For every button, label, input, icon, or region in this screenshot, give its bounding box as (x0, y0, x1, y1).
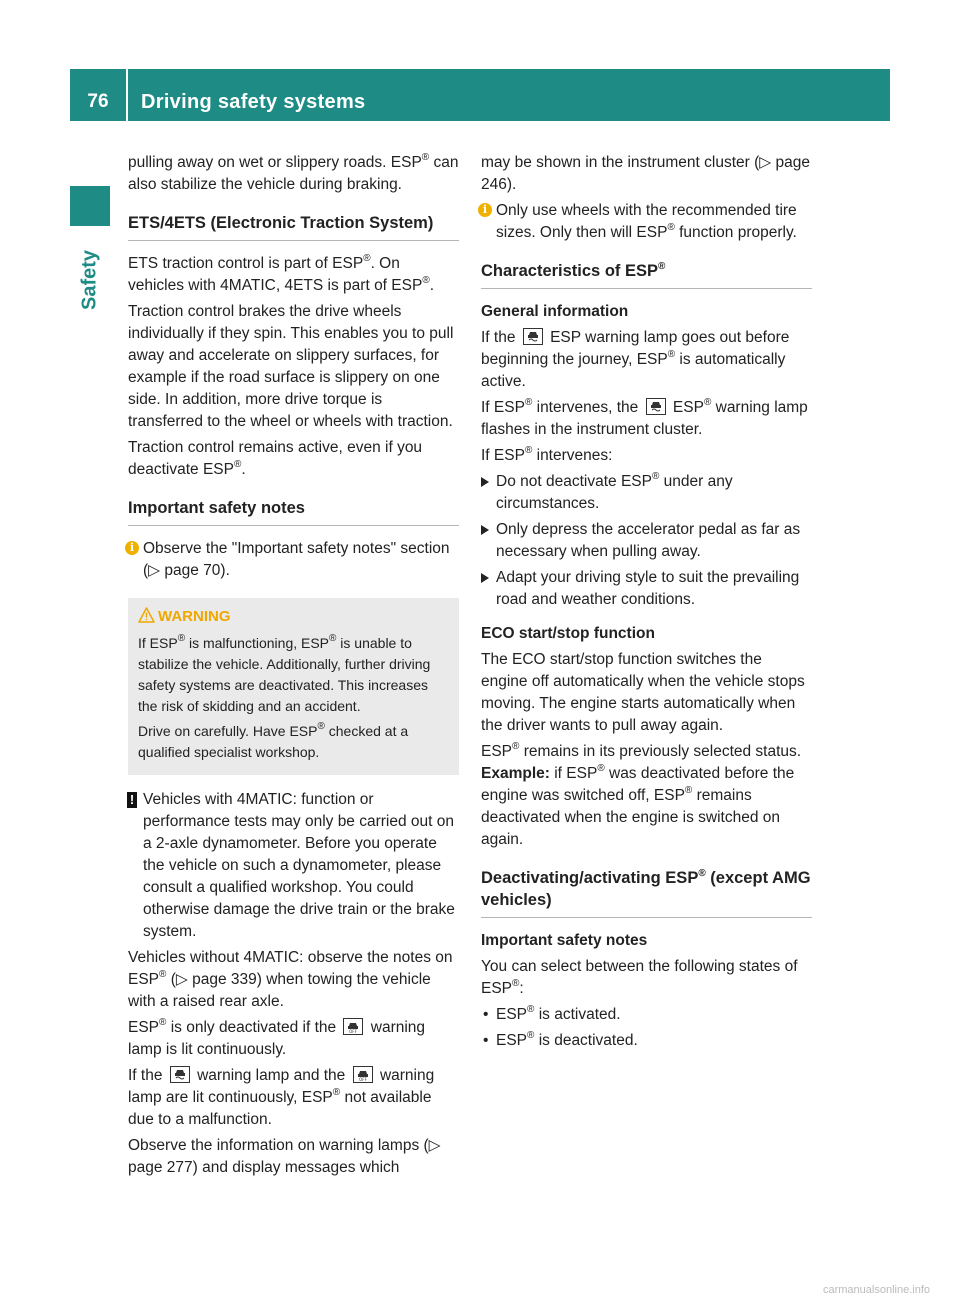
deactivating-heading: Deactivating/activating ESP® (except AMG vehicles) (481, 867, 812, 918)
observe-paragraph: Observe the information on warning lamps (▷ page 277) and display messages which (128, 1137, 441, 1176)
eco-heading: ECO start/stop function (481, 625, 655, 642)
svg-text:OFF: OFF (358, 1076, 367, 1081)
states-intro: You can select between the following states of ESP®: (481, 958, 798, 997)
chapter-tab-block (70, 186, 110, 226)
left-column (128, 152, 459, 1183)
info-note: i Observe the "Important safety notes" section (▷ page 70). (128, 538, 459, 582)
arrow-right-icon (481, 573, 489, 583)
esp-off-lamp-icon (353, 1066, 373, 1083)
eco-paragraph-2: ESP® remains in its previously selected status. Example: if ESP® was deactivated before the engine was switched off, ESP® remains deactivated when the engine is switched on again. (481, 740, 802, 848)
section-title: Driving safety systems (141, 91, 366, 113)
header-divider (126, 69, 128, 121)
caution-note: ! Vehicles with 4MATIC: function or performance tests may only be carried out on a 2-axle dynamometer. Before you operate the vehicle on such a dynamometer, please consult a qualified workshop. You could otherwise damage the drive train or the brake system. (128, 789, 459, 943)
right-column (481, 152, 812, 1056)
info-icon: i (478, 203, 492, 217)
instruction-step: Adapt your driving style to suit the prevailing road and weather conditions. (481, 567, 812, 611)
intro-paragraph: pulling away on wet or slippery roads. ESP® can also stabilize the vehicle during braking. (128, 151, 459, 193)
chapter-tab-label: Safety (78, 249, 101, 311)
ets-paragraph-3: Traction control remains active, even if you deactivate ESP®. (128, 439, 423, 478)
important-notes-heading: Important safety notes (481, 932, 648, 949)
characteristics-heading: Characteristics of ESP® (481, 260, 812, 289)
arrow-right-icon (481, 477, 489, 487)
general-paragraph-2: If ESP® intervenes, the ESP® warning lamp flashes in the instrument cluster. (481, 396, 808, 438)
ets-heading: ETS/4ETS (Electronic Traction System) (128, 212, 459, 241)
watermark: carmanualsonline.info (822, 1284, 930, 1296)
page-number: 76 (87, 91, 109, 112)
ets-paragraph-2: Traction control brakes the drive wheels individually if they spin. This enables you to pull away and accelerate on slippery surfaces, for example if the road surface is slippery on one side. In addition, more drive torque is transferred to the wheel or wheels with traction. (128, 303, 454, 430)
warning-box (128, 598, 459, 775)
general-paragraph-1: If the ESP warning lamp goes out before beginning the journey, ESP® is automatically active. (481, 329, 790, 390)
continued-paragraph: may be shown in the instrument cluster (▷ page 246). (481, 154, 810, 193)
general-info-heading: General information (481, 303, 629, 320)
esp-warning-lamp-icon (646, 398, 666, 415)
eco-paragraph-1: The ECO start/stop function switches the engine off automatically when the vehicle stops moving. The engine starts automatically when the driver wants to pull away again. (481, 651, 805, 734)
info-note-wheels: i Only use wheels with the recommended tire sizes. Only then will ESP® function properly. (481, 200, 812, 244)
esp-off-lamp-icon (343, 1018, 363, 1035)
towing-paragraph: Vehicles without 4MATIC: observe the notes on ESP® (▷ page 339) when towing the vehicle with a raised rear axle. (128, 949, 453, 1010)
warning-text-2: Drive on carefully. Have ESP® checked at a qualified specialist workshop. (138, 721, 409, 760)
instruction-step: Only depress the accelerator pedal as far as necessary when pulling away. (481, 519, 812, 563)
instruction-step: Do not deactivate ESP® under any circumstances. (481, 471, 812, 515)
list-item: • ESP® is deactivated. (483, 1029, 638, 1049)
general-paragraph-3: If ESP® intervenes: (481, 444, 613, 464)
list-item: • ESP® is activated. (483, 1003, 621, 1023)
safety-notes-heading: Important safety notes (128, 497, 459, 526)
ets-paragraph-1: ETS traction control is part of ESP®. On vehicles with 4MATIC, 4ETS is part of ESP®. (128, 252, 434, 294)
esp-warning-lamp-icon (170, 1066, 190, 1083)
warning-header: WARNING (138, 606, 447, 627)
warning-triangle-icon (138, 607, 155, 623)
esp-off-paragraph: ESP® is only deactivated if the OFF warning lamp is lit continuously. (128, 1016, 426, 1058)
svg-text:OFF: OFF (349, 1028, 358, 1033)
esp-warning-lamp-icon (523, 328, 543, 345)
info-icon: i (125, 541, 139, 555)
arrow-right-icon (481, 525, 489, 535)
exclamation-icon: ! (127, 792, 137, 808)
warning-text-1: If ESP® is malfunctioning, ESP® is unable to stabilize the vehicle. Additionally, further driving safety systems are deactivated. This increases the risk of skidding and an accident. (138, 633, 431, 714)
lamps-paragraph: If the warning lamp and the OFF warning lamp are lit continuously, ESP® not available due to a malfunction. (128, 1067, 435, 1128)
